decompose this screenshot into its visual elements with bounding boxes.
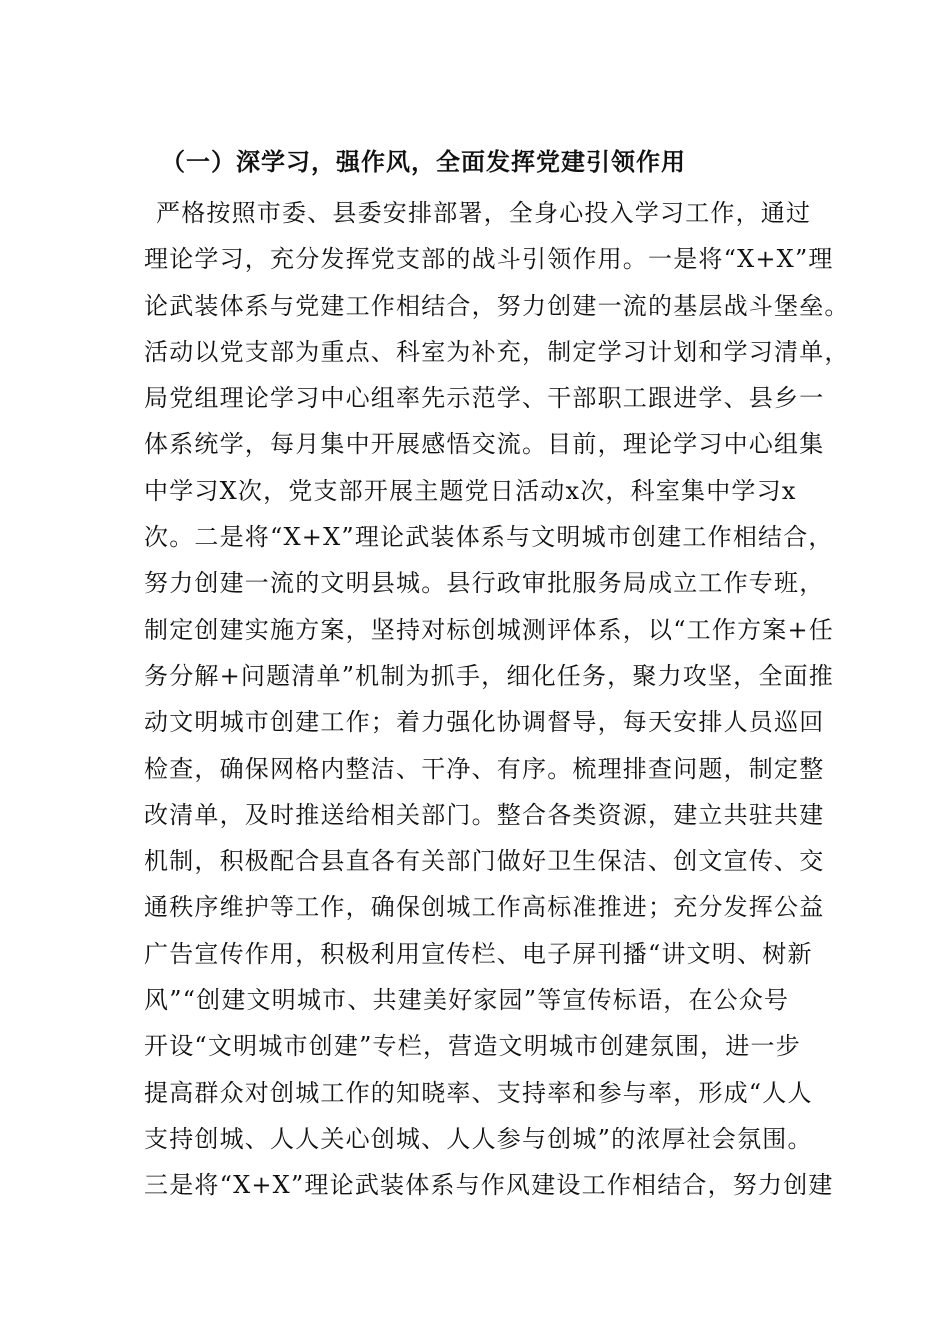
- text-line: 检查，确保网格内整洁、干净、有序。梳理排查问题，制定整: [144, 754, 825, 783]
- text-line: 体系统学，每月集中开展感悟交流。目前，理论学习中心组集: [144, 430, 825, 459]
- text-line: 广告宣传作用，积极利用宣传栏、电子屏刊播“讲文明、树新: [144, 939, 813, 968]
- text-line: 通秩序维护等工作，确保创城工作高标准推进；充分发挥公益: [144, 893, 825, 922]
- text-line: 努力创建一流的文明县城。县行政审批服务局成立工作专班，: [144, 569, 825, 598]
- text-line: 中学习X次，党支部开展主题党日活动x次，科室集中学习x: [144, 476, 797, 505]
- text-line: 开设“文明城市创建”专栏，营造文明城市创建氛围，进一步: [144, 1032, 801, 1061]
- body-paragraph: [144, 190, 850, 1209]
- text-line: 改清单，及时推送给相关部门。整合各类资源，建立共驻共建: [144, 800, 825, 829]
- section-heading: （一）深学习，强作风，全面发挥党建引领作用: [161, 147, 686, 176]
- text-line: 局党组理论学习中心组率先示范学、干部职工跟进学、县乡一: [144, 384, 825, 413]
- text-line: 活动以党支部为重点、科室为补充，制定学习计划和学习清单，: [144, 337, 850, 366]
- text-line: 风”“创建文明城市、共建美好家园”等宣传标语，在公众号: [144, 986, 790, 1015]
- text-line: 严格按照市委、县委安排部署，全身心投入学习工作，通过: [156, 199, 812, 227]
- text-line: 三是将“X+X”理论武装体系与作风建设工作相结合，努力创建: [144, 1171, 834, 1200]
- text-line: 机制，积极配合县直各有关部门做好卫生保洁、创文宣传、交: [144, 847, 825, 876]
- text-line: 制定创建实施方案，坚持对标创城测评体系，以“工作方案+任: [144, 615, 834, 644]
- text-line: 次。二是将“X+X”理论武装体系与文明城市创建工作相结合，: [144, 523, 834, 552]
- text-line: 务分解+问题清单”机制为抓手，细化任务，聚力攻坚，全面推: [144, 661, 834, 690]
- text-line: 动文明城市创建工作；着力强化协调督导，每天安排人员巡回: [144, 708, 825, 737]
- text-line: 支持创城、人人关心创城、人人参与创城”的浓厚社会氛围。: [144, 1124, 813, 1153]
- text-line: 理论学习，充分发挥党支部的战斗引领作用。一是将“X+X”理: [144, 245, 834, 274]
- text-line: 提高群众对创城工作的知晓率、支持率和参与率，形成“人人: [144, 1078, 813, 1107]
- text-line: 论武装体系与党建工作相结合，努力创建一流的基层战斗堡垒。: [144, 291, 850, 320]
